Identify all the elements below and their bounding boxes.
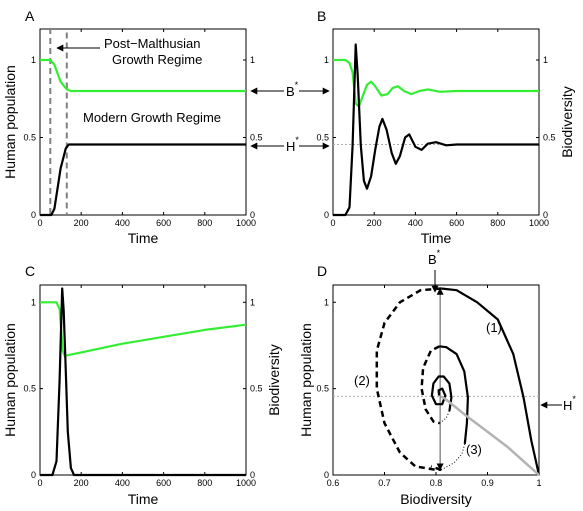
x-tick-label: 0.7 [378, 478, 391, 488]
phase-trajectory-segment [441, 396, 539, 475]
panel-b-frame [333, 29, 539, 215]
panel-c-ylabel: Human population [2, 323, 18, 437]
x-tick-label: 0.9 [481, 478, 494, 488]
y-right-tick-label: 0 [250, 210, 256, 220]
phase-trajectory-segment [441, 289, 539, 476]
human-population-line [333, 45, 539, 216]
panel-d-trajectory [377, 289, 539, 476]
x-tick-label: 1000 [528, 218, 550, 228]
d-b-star-label: B* [428, 248, 441, 267]
y-right-tick-label: 0 [250, 470, 256, 480]
y-right-tick-label: 1 [543, 55, 549, 65]
curve-label-1: (1) [486, 320, 502, 335]
y-tick-label: 1 [30, 55, 36, 65]
y-tick-label: 0.5 [23, 383, 36, 394]
x-tick-label: 600 [156, 218, 172, 228]
modern-growth-label: Modern Growth Regime [83, 110, 221, 125]
y-right-tick-label: 0.5 [250, 383, 263, 394]
x-tick-label: 400 [114, 478, 130, 488]
x-tick-label: 600 [449, 218, 465, 228]
y-tick-label: 1 [323, 55, 329, 65]
panel-c [2, 285, 282, 507]
y-tick-label: 0.5 [316, 383, 329, 394]
h-star-label: H* [286, 135, 299, 154]
phase-trajectory-segment [441, 444, 465, 470]
panel-c-frame [40, 285, 246, 475]
biodiversity-line [40, 302, 246, 356]
panel-b-letter: B [317, 8, 327, 24]
x-tick-label: 200 [73, 218, 89, 228]
panel-d-letter: D [317, 263, 328, 279]
panel-d-ticks [316, 285, 541, 488]
phase-trajectory-segment [440, 346, 468, 444]
panel-a [2, 29, 263, 246]
panel-a-ylabel: Human population [2, 65, 18, 179]
x-tick-label: 800 [490, 218, 506, 228]
panel-b [316, 29, 575, 246]
phase-trajectory-segment [432, 377, 452, 412]
d-h-star-label: H* [563, 394, 576, 413]
curve-label-2: (2) [354, 373, 370, 388]
y-tick-label: 0 [323, 210, 329, 220]
y-right-tick-label: 1 [250, 297, 256, 308]
y-right-tick-label: 1 [250, 55, 256, 65]
panel-c-letter: C [25, 263, 36, 279]
x-tick-label: 400 [114, 218, 130, 228]
y-tick-label: 1 [323, 297, 329, 308]
panel-b-xlabel: Time [420, 230, 452, 246]
x-tick-label: 1000 [235, 218, 257, 228]
x-tick-label: 400 [407, 218, 423, 228]
human-population-line [40, 289, 246, 476]
equilibrium-markers [251, 80, 329, 154]
x-tick-label: 0 [330, 218, 336, 228]
y-tick-label: 0.5 [316, 132, 329, 143]
panel-a-xlabel: Time [127, 230, 159, 246]
post-malthusian-label-line1: Post−Malthusian [104, 36, 201, 51]
y-tick-label: 1 [30, 297, 36, 308]
biodiversity-line [333, 60, 539, 107]
y-tick-label: 0 [30, 470, 36, 480]
x-tick-label: 0.8 [429, 478, 443, 488]
curve-label-3: (3) [466, 442, 482, 457]
panel-a-series [40, 60, 246, 215]
panel-c-xlabel: Time [127, 491, 159, 507]
x-tick-label: 0 [37, 218, 43, 228]
x-tick-label: 600 [156, 478, 172, 488]
panel-d [298, 248, 576, 507]
y-right-tick-label: 0.5 [543, 132, 556, 143]
post-malthusian-label-line2: Growth Regime [112, 52, 203, 67]
x-tick-label: 1 [536, 478, 542, 488]
y-right-tick-label: 0.5 [250, 132, 263, 143]
b-star-label: B* [286, 80, 299, 99]
x-tick-label: 200 [366, 218, 382, 228]
panel-d-xlabel: Biodiversity [400, 491, 472, 507]
y-tick-label: 0 [30, 210, 36, 220]
panel-c-series [40, 289, 246, 476]
x-tick-label: 800 [197, 478, 213, 488]
panel-b-ylabel-right: Biodiversity [559, 86, 575, 158]
panel-c-ylabel-right: Biodiversity [266, 344, 282, 416]
x-tick-label: 0 [37, 478, 43, 488]
phase-trajectory-segment [377, 289, 441, 470]
y-tick-label: 0.5 [23, 132, 36, 143]
human-population-line [40, 145, 246, 216]
panel-b-series [333, 45, 539, 216]
panel-a-letter: A [25, 8, 35, 24]
y-tick-label: 0 [323, 470, 329, 480]
x-tick-label: 800 [197, 218, 213, 228]
phase-trajectory-segment [422, 346, 440, 423]
phase-trajectory-segment [440, 411, 450, 423]
panel-d-ylabel: Human population [298, 323, 314, 437]
y-right-tick-label: 0 [543, 210, 549, 220]
x-tick-label: 1000 [235, 478, 257, 488]
x-tick-label: 0.6 [326, 478, 340, 488]
x-tick-label: 200 [73, 478, 89, 488]
